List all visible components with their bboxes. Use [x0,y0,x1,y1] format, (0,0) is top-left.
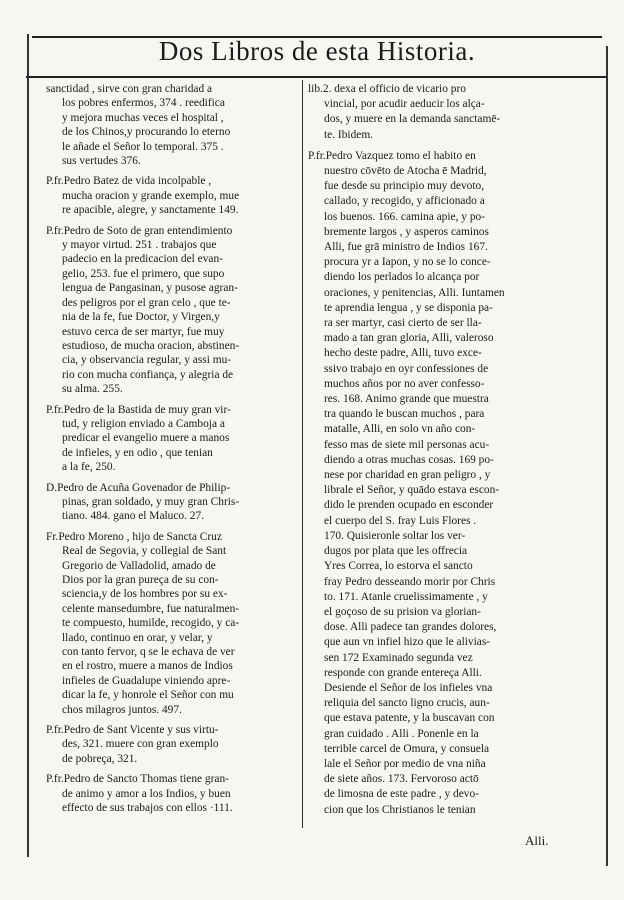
right-column [308,82,570,824]
index-entry [308,82,570,143]
entry-line: te. Ibidem. [324,128,374,141]
entry-line: ssivo trabajo en oyr confessiones de [324,362,489,375]
entry-line: de limosna de este padre , y devo- [324,788,479,801]
entry-line: que estava patente, y la buscavan con [324,712,495,725]
title-rule [26,76,606,78]
entry-line: nese por charidad en gran peligro , y [324,469,491,482]
entry-line: D.Pedro de Acuña Govenador de Philip- [46,481,231,494]
entry-line: gelio, 253. fue el primero, que supo [62,267,225,280]
entry-line: padecio en la predicacion del evan- [62,253,223,266]
entry-line: procura yr a Iapon, y no se lo conce- [324,256,491,269]
entry-line: bremente largos , y asperos caminos [324,225,489,238]
entry-line: cia, y observancia regular, y assi mu- [62,354,232,367]
entry-line: en el rostro, muere a manos de Indios [62,660,233,673]
entry-line: mado a tan gran gloria, Alli, valeroso [324,332,494,345]
entry-line: fray Pedro desseando morir por Chris [324,575,496,588]
entry-line: le añade el Señor lo temporal. 375 . [62,140,224,153]
entry-line: Real de Segovia, y collegial de Sant [62,545,227,558]
right-frame-rule [606,46,608,866]
index-entry [46,82,296,168]
entry-line: infieles de Guadalupe viniendo apre- [62,674,231,687]
index-entry [46,772,296,815]
entry-line: que aun vn infiel hizo que le alivias- [324,636,491,649]
entry-line: llado, continuo en orar, y velar, y [62,631,213,644]
column-divider [302,80,303,828]
entry-line: de siete años. 173. Fervoroso actō [324,773,479,786]
entry-line: lale el Señor por medio de vna niña [324,757,486,770]
entry-line: vincial, por acudir aeducir los alça- [324,98,485,111]
entry-line: el cuerpo del S. fray Luis Flores . [324,514,477,527]
entry-line: res. 168. Animo grande que muestra [324,393,489,406]
entry-line: Yres Correa, lo estorva el sancto [324,560,473,573]
entry-line: P.fr.Pedro de Sancto Thomas tiene gran- [46,773,229,786]
entry-line: sanctidad , sirve con gran charidad a [46,83,213,95]
entry-line: cion que los Christianos le tenian [324,803,476,816]
index-entry [46,224,296,397]
entry-line: Desiende el Señor de los infieles vna [324,681,493,694]
entry-line: tud, y religion enviado a Camboja a [62,417,225,430]
entry-line: fesso mas de siete mil personas acu- [324,438,490,451]
entry-line: estuvo cerca de ser martyr, fue muy [62,325,225,338]
entry-line: dido le prenden ocupado en esconder [324,499,494,512]
catchword: Alli. [525,833,549,848]
index-entry [46,530,296,717]
entry-line: los buenos. 166. camina apie, y po- [324,210,486,223]
entry-line: re apacible, alegre, y sanctamente 149. [62,204,239,217]
entry-line: pinas, gran soldado, y muy gran Chris- [62,495,240,508]
entry-line: predicar el evangelio muere a manos [62,432,230,445]
entry-line: su alma. 255. [62,383,123,396]
entry-line: to. 171. Atanle cruelissimamente , y [324,590,488,603]
entry-line: sen 172 Examinado segunda vez [324,651,473,664]
entry-line: fue desde su principio muy devoto, [324,180,485,193]
entry-line: diendo los perlados lo alcança por [324,271,480,284]
entry-line: P.fr.Pedro Batez de vida incolpable , [46,175,212,188]
entry-line: de los Chinos,y procurando lo eterno [62,126,231,139]
entry-line: sciencia,y de los hombres por su ex- [62,588,228,601]
entry-line: Dios por la gran pureça de su con- [62,574,219,586]
entry-line: Alli, fue grā ministro de Indios 167. [324,241,488,254]
entry-line: muchos años por no aver confesso- [324,377,485,390]
index-entry [308,149,570,818]
entry-line: estudioso, de mucha oracion, abstinen- [62,339,240,352]
entry-line: ra ser martyr, casi cierto de ser lla- [324,317,482,330]
entry-line: nuestro cōvēto de Atocha ē Madrid, [324,165,487,178]
entry-line: de infieles, y en odio , que tenian [62,446,213,459]
entry-line: matalle, Alli, en solo vn año con- [324,423,476,436]
entry-line: rio con mucha confiança, y alegria de [62,368,234,381]
entry-line: nia de la fe, fue Doctor, y Virgen,y [62,311,220,324]
entry-line: de animo y amor a los Indios, y buen [62,787,231,800]
entry-line: P.fr.Pedro de Soto de gran entendimiento [46,224,233,237]
entry-line: con tanto fervor, q se le echava de ver [62,646,235,659]
entry-line: y mayor virtud. 251 . trabajos que [62,239,217,252]
entry-line: des, 321. muere con gran exemplo [62,738,219,751]
page-title: Dos Libros de esta Historia. [158,36,476,66]
entry-line: terrible carcel de Omura, y consuela [324,742,490,755]
entry-line: chos milagros juntos. 497. [62,703,182,716]
entry-line: P.fr.Pedro de Sant Vicente y sus virtu- [46,724,219,737]
entry-line: mucha oracion y grande exemplo, mue [62,189,240,202]
entry-line: Fr.Pedro Moreno , hijo de Sancta Cruz [46,530,222,543]
entry-line: responde con grande entereça Alli. [324,666,482,679]
entry-line: sus vertudes 376. [62,155,141,168]
left-column [46,82,296,822]
entry-line: el goçoso de su prision va glorian- [324,605,481,618]
entry-line: los pobres enfermos, 374 . reedifica [62,97,225,110]
index-entry [46,723,296,766]
entry-line: y mejora muchas veces el hospital , [62,111,224,124]
index-entry [46,481,296,524]
entry-line: tiano. 484. gano el Maluco. 27. [62,510,205,523]
entry-line: tra quando le buscan muchos , para [324,408,485,421]
entry-line: gran cuidado . Alli . Ponenle en la [324,727,479,740]
entry-line: dugos por plata que les offrecia [324,545,468,558]
entry-line: Gregorio de Valladolid, amado de [62,559,216,572]
entry-line: dos, y muere en la demanda sanctamē- [324,113,501,126]
entry-line: de pobreça, 321. [62,752,138,765]
entry-line: 170. Quisieronle soltar los ver- [324,529,466,542]
left-frame-rule [27,34,29,857]
entry-line: P.fr.Pedro de la Bastida de muy gran vir- [46,403,231,416]
entry-line: des peligros por el gran celo , que te- [62,296,231,309]
entry-line: dicar la fe, y honrole el Señor con mu [62,689,234,702]
entry-line: diendo a otras muchas cosas. 169 po- [324,453,494,466]
entry-line: reliquia del sancto ligno crucis, aun- [324,697,490,710]
entry-line: te aprendia lengua , y se disponia pa- [324,301,493,314]
entry-line: dose. Alli padece tan grandes dolores, [324,621,497,634]
entry-line: celente mansedumbre, fue naturalmen- [62,602,240,615]
entry-line: effecto de sus trabajos con ellos ·111. [62,802,233,815]
entry-line: oraciones, y penitencias, Alli. Iuntamen [324,286,505,299]
index-entry [46,174,296,217]
entry-line: te compuesto, humilde, recogido, y ca- [62,617,240,630]
entry-line: lib.2. dexa el officio de vicario pro [308,83,466,95]
entry-line: P.fr.Pedro Vazquez tomo el habito en [308,149,476,162]
entry-line: librale el Señor, y quādo estava escon- [324,484,500,497]
entry-line: a la fe, 250. [62,461,116,474]
index-entry [46,403,296,475]
entry-line: callado, y recogido, y afficionado a [324,195,485,208]
entry-line: lengua de Pangasinan, y pusose agran- [62,282,238,295]
entry-line: hecho deste padre, Alli, tuvo exce- [324,347,482,360]
